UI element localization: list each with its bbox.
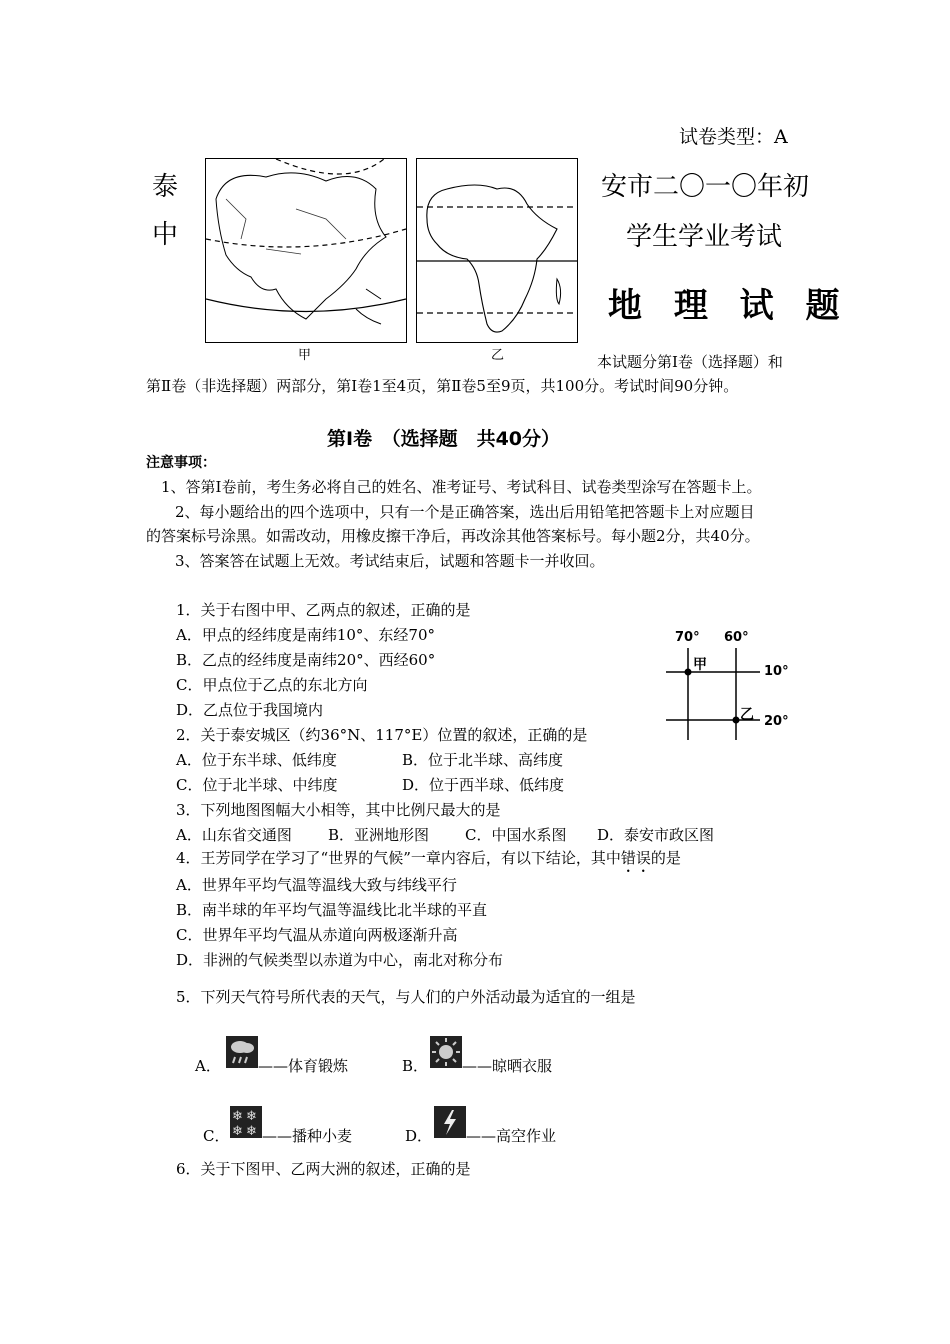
q2-option-d: D．位于西半球、低纬度 (402, 776, 565, 794)
svg-text:❄: ❄ (246, 1124, 257, 1138)
lat-label-10: 10° (764, 664, 789, 679)
note-2b: 的答案标号涂黑。如需改动，用橡皮擦干净后，再改涂其他答案标号。每小题2分，共40分。 (146, 527, 760, 545)
q2-option-b: B．位于北半球、高纬度 (402, 751, 564, 769)
africa-map (416, 158, 578, 343)
q6-stem: 6．关于下图甲、乙两大洲的叙述，正确的是 (176, 1160, 471, 1178)
q3-stem: 3．下列地图图幅大小相等，其中比例尺最大的是 (176, 801, 501, 819)
q4-stem (176, 848, 681, 876)
latlon-grid-drawing (660, 630, 820, 745)
sun-icon (430, 1036, 462, 1068)
note-1: 1、答第Ⅰ卷前，考生务必将自己的姓名、准考证号、考试科目、试卷类型涂写在答题卡上。 (161, 478, 762, 496)
q1-option-b: B．乙点的经纬度是南纬20°、西经60° (176, 651, 436, 669)
lightning-icon (434, 1106, 466, 1138)
notes-title: 注意事项： (146, 455, 216, 471)
q5-label-a: A． (195, 1057, 221, 1075)
subject-title: 地 理 试 题 (608, 286, 850, 326)
q4-option-c: C．世界年平均气温从赤道向两极逐渐升高 (176, 926, 458, 944)
q5-stem: 5．下列天气符号所代表的天气，与人们的户外活动最为适宜的一组是 (176, 988, 636, 1006)
q5-label-c: C． (203, 1127, 230, 1145)
q4-option-a: A．世界年平均气温等温线大致与纬线平行 (176, 876, 457, 894)
section-heading: 第Ⅰ卷 （选择题 共40分） (327, 428, 561, 450)
lon-label-70: 70° (675, 630, 700, 645)
point-label-jia: 甲 (693, 657, 707, 673)
q4-stem-pre: 4．王芳同学在学习了“世界的气候”一章内容后，有以下结论，其中 (176, 849, 621, 867)
title-char-1: 泰 (152, 172, 179, 202)
q5-label-b: B． (402, 1057, 429, 1075)
q4-stem-post: 的是 (650, 849, 681, 867)
q5-text-d: ——高空作业 (466, 1127, 557, 1145)
q5-text-c: ——播种小麦 (262, 1127, 353, 1145)
map-label-jia: 甲 (298, 348, 312, 363)
svg-text:❄: ❄ (232, 1124, 243, 1138)
q4-emphasis: 错误 (620, 849, 651, 867)
map-label-yi: 乙 (491, 348, 505, 363)
q1-stem: 1．关于右图中甲、乙两点的叙述，正确的是 (176, 601, 471, 619)
title-char-2: 中 (152, 220, 179, 250)
q5-label-d: D． (405, 1127, 433, 1145)
latlon-grid-figure (660, 630, 820, 745)
q3-option-b: B．亚洲地形图 (328, 826, 430, 844)
paper-type: 试卷类型：A (679, 126, 788, 148)
q2-option-a: A．位于东半球、低纬度 (176, 751, 337, 769)
title-line-1: 安市二〇一〇年初 (601, 172, 810, 202)
snow-icon (230, 1106, 262, 1138)
rain-cloud-icon (226, 1036, 258, 1068)
q3-option-a: A．山东省交通图 (176, 826, 292, 844)
africa-map-drawing (417, 159, 577, 342)
q1-option-a: A．甲点的经纬度是南纬10°、东经70° (176, 626, 436, 644)
point-label-yi: 乙 (740, 707, 754, 723)
q1-option-d: D．乙点位于我国境内 (176, 701, 324, 719)
q5-text-a: ——体育锻炼 (258, 1057, 349, 1075)
note-3: 3、答案答在试题上无效。考试结束后，试题和答题卡一并收回。 (175, 552, 605, 570)
q2-stem: 2．关于泰安城区（约36°N、117°E）位置的叙述，正确的是 (176, 726, 588, 744)
q2-option-c: C．位于北半球、中纬度 (176, 776, 338, 794)
q5-text-b: ——晾晒衣服 (462, 1057, 553, 1075)
q4-option-b: B．南半球的年平均气温等温线比北半球的平直 (176, 901, 488, 919)
note-2a: 2、每小题给出的四个选项中，只有一个是正确答案，选出后用铅笔把答题卡上对应题目 (175, 503, 755, 521)
q3-option-c: C．中国水系图 (465, 826, 567, 844)
svg-text:❄: ❄ (246, 1109, 257, 1124)
q1-option-c: C．甲点位于乙点的东北方向 (176, 676, 368, 694)
lat-label-20: 20° (764, 714, 789, 729)
title-line-2: 学生学业考试 (626, 222, 783, 252)
lon-label-60: 60° (724, 630, 749, 645)
asia-map (205, 158, 407, 343)
svg-text:❄: ❄ (232, 1109, 243, 1124)
asia-map-drawing (206, 159, 406, 342)
intro-line-1: 本试题分第Ⅰ卷（选择题）和 (597, 353, 783, 371)
q4-option-d: D．非洲的气候类型以赤道为中心，南北对称分布 (176, 951, 504, 969)
q3-option-d: D．泰安市政区图 (597, 826, 715, 844)
intro-line-2: 第Ⅱ卷（非选择题）两部分，第Ⅰ卷1至4页，第Ⅱ卷5至9页，共100分。考试时间90分钟。 (146, 377, 739, 395)
